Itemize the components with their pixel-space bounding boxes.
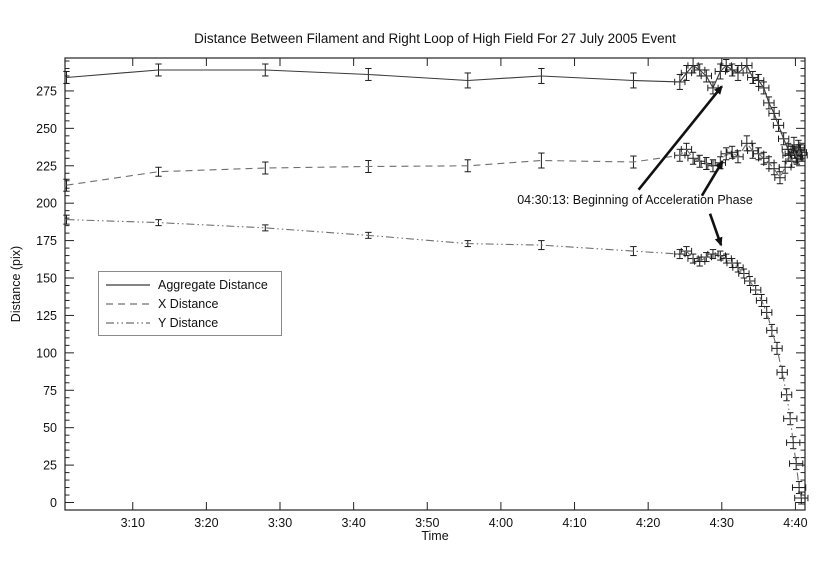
y-axis-tick-labels bbox=[36, 84, 57, 510]
annotation-arrow-icon bbox=[710, 214, 721, 245]
x-axis-tick-label: 3:20 bbox=[194, 516, 219, 530]
x-axis-tick-label: 4:20 bbox=[635, 516, 661, 530]
legend-entry-x-distance bbox=[106, 294, 275, 313]
legend-entry-y-distance bbox=[106, 313, 275, 332]
x-axis-label: Time bbox=[421, 529, 449, 543]
y-axis-tick-label: 275 bbox=[36, 84, 57, 99]
y-axis-tick-label: 250 bbox=[36, 121, 57, 136]
legend bbox=[98, 271, 282, 336]
dashed-line-sample-icon bbox=[106, 301, 150, 307]
y-axis-tick-label: 225 bbox=[36, 159, 57, 174]
x-axis-tick-label: 3:50 bbox=[415, 516, 440, 530]
y-axis-tick-label: 150 bbox=[36, 271, 57, 286]
y-axis-tick-label: 75 bbox=[43, 383, 57, 398]
y-axis-tick-label: 175 bbox=[36, 234, 57, 249]
annotation-acceleration-phase: 04:30:13: Beginning of Acceleration Phase bbox=[517, 193, 753, 207]
y-distance-error-bars bbox=[63, 215, 808, 504]
x-distance-error-bars bbox=[63, 136, 807, 191]
annotation-arrow-icon bbox=[639, 86, 722, 189]
y-axis-tick-label: 200 bbox=[36, 196, 57, 211]
chart-title: Distance Between Filament and Right Loop of High Field For 27 July 2005 Event bbox=[194, 31, 676, 46]
x-axis-tick-label: 3:10 bbox=[120, 516, 145, 530]
x-axis-tick-label: 3:30 bbox=[267, 516, 293, 530]
x-axis-tick-label: 4:40 bbox=[783, 516, 808, 530]
x-axis-tick-label: 3:40 bbox=[341, 516, 366, 530]
x-axis-tick-label: 4:30 bbox=[709, 516, 734, 530]
aggregate-distance-line bbox=[67, 66, 801, 156]
y-axis-tick-label: 0 bbox=[50, 496, 57, 511]
legend-label-aggregate-distance: Aggregate Distance bbox=[158, 277, 268, 292]
legend-entry-aggregate-distance bbox=[106, 275, 275, 294]
y-axis-label: Distance (pix) bbox=[9, 245, 23, 323]
dashdot-line-sample-icon bbox=[106, 320, 150, 326]
y-distance-line bbox=[67, 220, 802, 498]
y-axis-tick-label: 50 bbox=[43, 421, 57, 436]
y-axis-tick-label: 125 bbox=[36, 308, 57, 323]
y-axis-tick-label: 25 bbox=[43, 458, 57, 473]
legend-label-x-distance: X Distance bbox=[158, 296, 219, 311]
x-axis-tick-label: 4:10 bbox=[562, 516, 587, 530]
aggregate-distance-error-bars bbox=[63, 58, 806, 163]
x-axis-tick-labels bbox=[121, 516, 808, 530]
legend-label-y-distance: Y Distance bbox=[158, 315, 219, 330]
y-axis-tick-label: 100 bbox=[36, 346, 57, 361]
annotation-arrow-icon bbox=[702, 161, 723, 195]
x-axis-tick-label: 4:00 bbox=[488, 516, 514, 530]
solid-line-sample-icon bbox=[106, 282, 150, 288]
